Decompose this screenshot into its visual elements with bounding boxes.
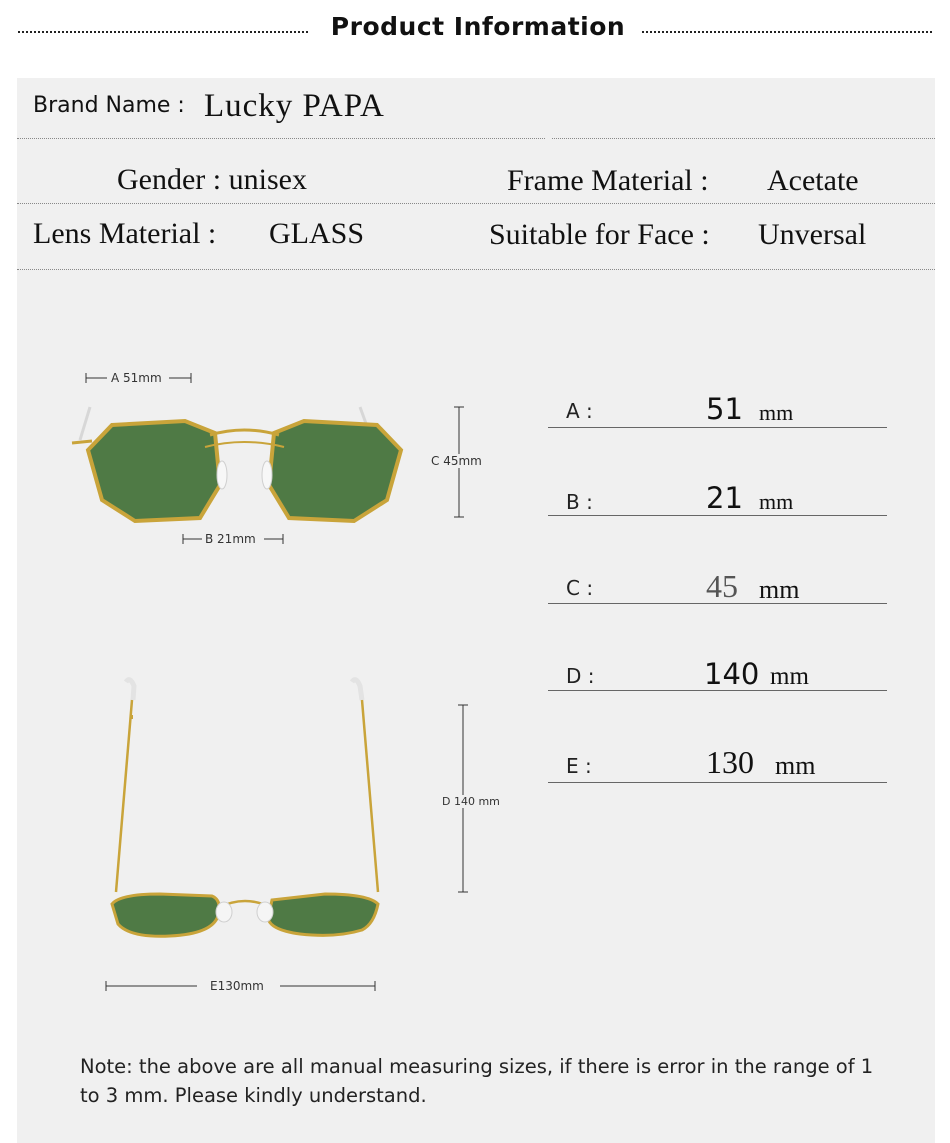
spec-e-unit: mm <box>775 751 816 780</box>
spec-d-value: 140 <box>704 657 760 691</box>
gender-text: Gender : unisex <box>117 163 307 196</box>
spec-a-unit: mm <box>759 400 794 425</box>
glasses-top-illustration <box>100 672 390 947</box>
glasses-front-illustration <box>60 395 405 535</box>
right-lens-top <box>268 894 378 935</box>
spec-e-letter: E : <box>566 754 592 778</box>
left-temple <box>80 407 90 440</box>
header-divider-right <box>642 31 932 33</box>
right-temple-top <box>362 700 378 892</box>
brand-divider-right <box>552 138 935 139</box>
spec-e-value: 130 <box>706 744 754 780</box>
lens-material-label: Lens Material : <box>33 217 217 250</box>
spec-a-line <box>548 427 887 428</box>
measurement-note: Note: the above are all manual measuring sizes, if there is error in the range of 1 to 3 mm. Please kindly understand. <box>80 1055 874 1107</box>
spec-a-letter: A : <box>566 399 593 423</box>
dimension-c-label: C 45mm <box>431 454 482 468</box>
spec-c-line <box>548 603 887 604</box>
spec-c-letter: C : <box>566 576 594 600</box>
page-title: Product Information <box>330 12 626 41</box>
dimension-d-label: D 140 mm <box>442 795 500 808</box>
right-lens <box>269 421 401 521</box>
spec-b-line <box>548 515 887 516</box>
spec-d-letter: D : <box>566 664 595 688</box>
spec-c-unit: mm <box>759 575 800 604</box>
spec-e-line <box>548 782 887 783</box>
frame-material-label: Frame Material : <box>507 164 709 197</box>
spec-d-unit: mm <box>770 663 809 690</box>
face-label: Suitable for Face : <box>489 218 710 251</box>
spec-b-letter: B : <box>566 490 593 514</box>
brand-divider-left <box>17 138 545 139</box>
attributes-divider <box>17 203 935 204</box>
header-divider-left <box>18 31 308 33</box>
brand-label: Brand Name : <box>33 93 185 118</box>
dimension-e-label: E130mm <box>210 979 264 993</box>
dimension-b-label: B 21mm <box>205 532 256 546</box>
face-value: Unversal <box>758 218 867 251</box>
spec-b-unit: mm <box>759 489 794 514</box>
spec-c-value: 45 <box>706 568 738 604</box>
left-lens-top <box>112 894 219 936</box>
attributes-bottom-divider <box>17 269 935 270</box>
brand-value: Lucky PAPA <box>204 88 385 124</box>
lens-material-value: GLASS <box>269 217 365 250</box>
bridge <box>210 430 279 435</box>
left-lens <box>88 421 220 521</box>
left-temple-top <box>116 700 132 892</box>
spec-b-value: 21 <box>706 481 743 515</box>
frame-material-value: Acetate <box>767 164 859 197</box>
spec-d-line <box>548 690 887 691</box>
spec-a-value: 51 <box>706 392 743 426</box>
dimension-a-label: A 51mm <box>111 371 162 385</box>
